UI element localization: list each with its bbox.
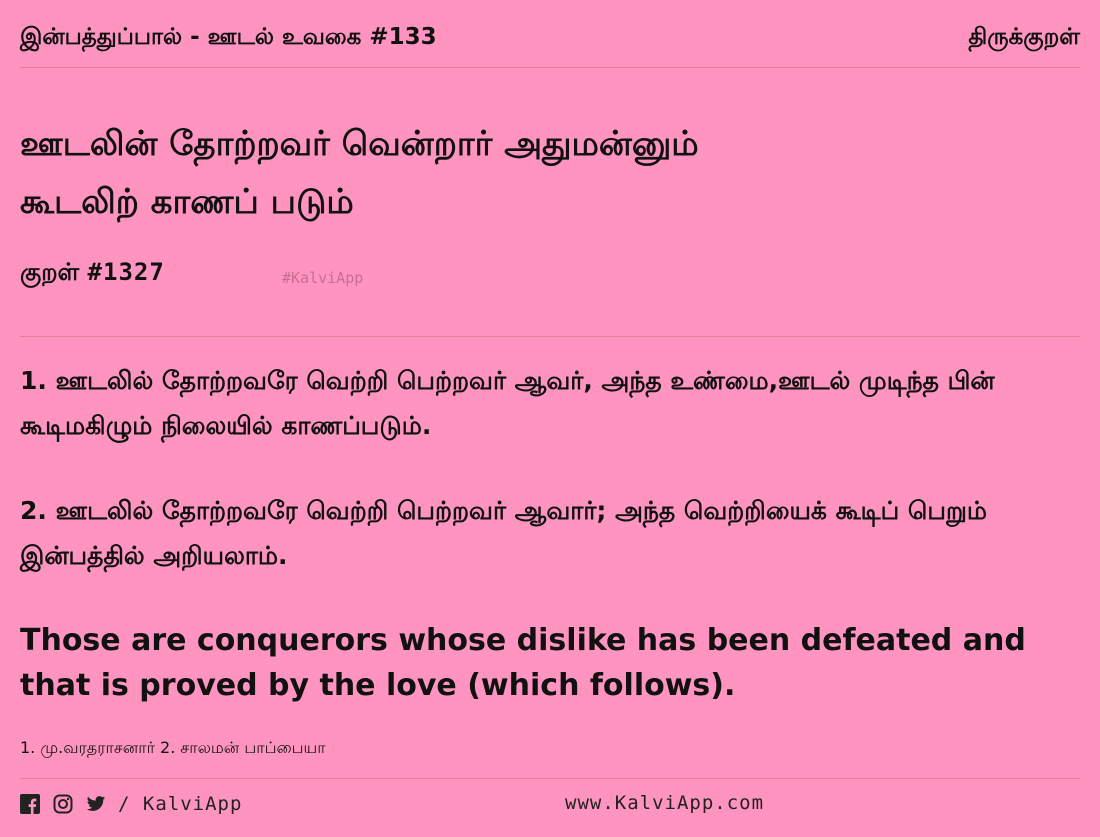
meaning-index: 2. [20,496,47,525]
verse-line-1: ஊடலின் தோற்றவர் வென்றார் அதுமன்னும் [20,124,699,164]
website-link[interactable]: www.KalviApp.com [565,792,765,814]
footer [20,778,1080,829]
hashtag-watermark: #KalviApp [282,269,364,287]
authors-credit: 1. மு.வரதராசனார் 2. சாலமன் பாப்பையா [20,738,326,757]
facebook-icon[interactable] [20,794,40,814]
header [20,24,1080,68]
verse-line-2: கூடலிற் காணப் படும் [20,182,354,222]
kural-number-row [20,258,1080,298]
meaning-text: ஊடலில் தோற்றவரே வெற்றி பெற்றவர் ஆவார்; அந்த வெற்றியைக் கூடிப் பெறும் இன்பத்தில் அறியலாம். [20,496,987,570]
meaning-1 [20,358,1060,448]
divider [20,336,1080,337]
meaning-2 [20,488,1060,578]
book-title: திருக்குறள் [968,24,1080,50]
social-links [20,793,242,815]
chapter-title: இன்பத்துப்பால் - ஊடல் உவகை #133 [20,24,437,50]
kural-label: குறள் [20,258,88,286]
instagram-icon[interactable] [53,794,73,814]
social-handle: / KalviApp [118,793,243,815]
kural-verse [20,115,1080,231]
kural-number [20,258,165,289]
english-translation: Those are conquerors whose dislike has been defeated and that is proved by the love (which follows). [20,623,1026,703]
kural-number-value: #1327 [87,258,165,286]
meaning-index: 1. [20,366,47,395]
meaning-text: ஊடலில் தோற்றவரே வெற்றி பெற்றவர் ஆவர், அந்த உண்மை,ஊடல் முடிந்த பின் கூடிமகிழும் நிலையில் காணப்படும். [20,366,995,440]
twitter-icon[interactable] [86,794,106,814]
